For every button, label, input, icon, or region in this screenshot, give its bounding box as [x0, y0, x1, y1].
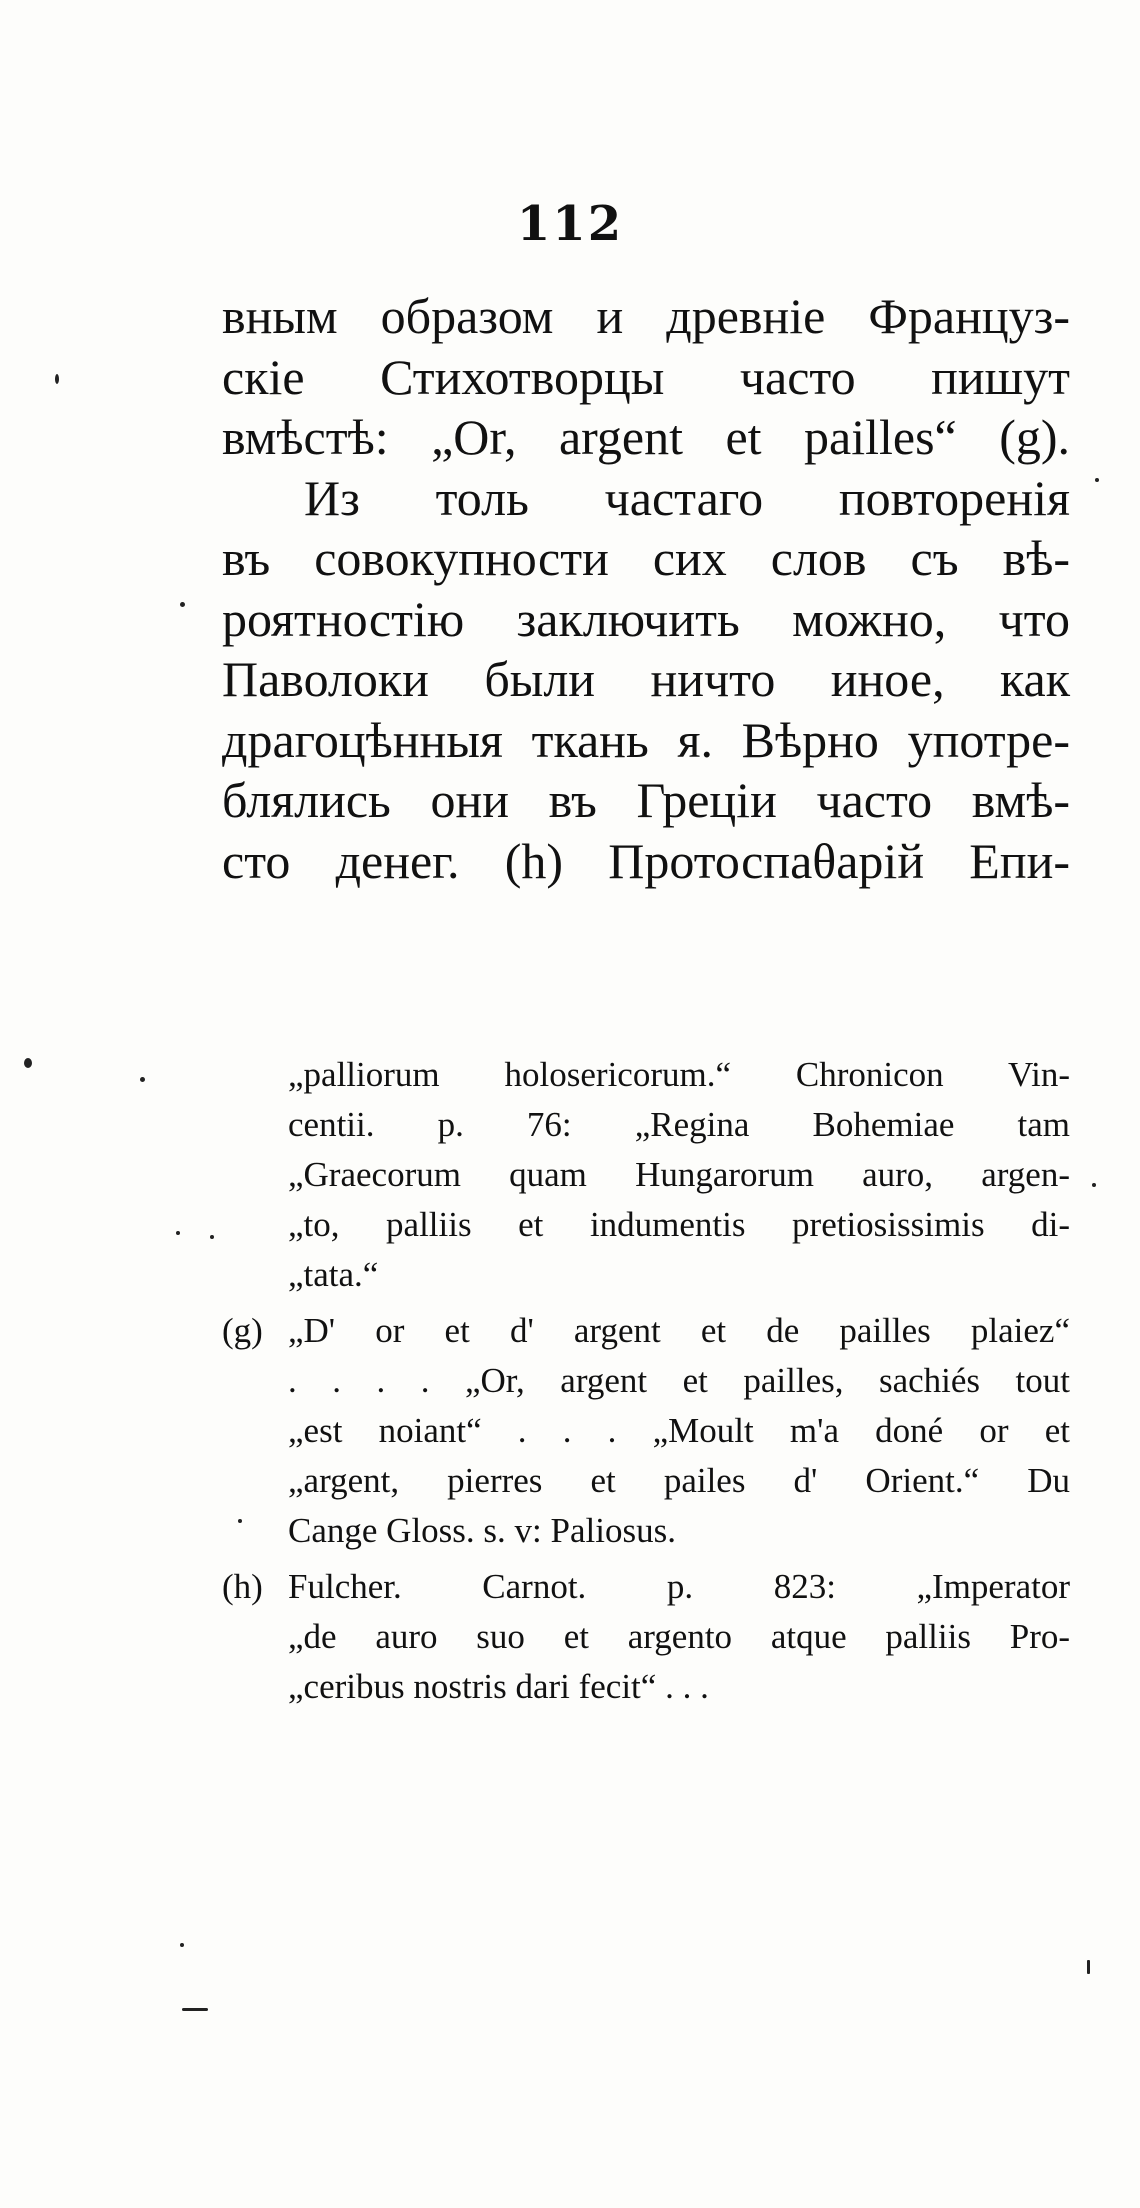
main-text-line: роятностію заключить можно, что — [222, 590, 1070, 647]
footnote-h — [222, 1562, 1070, 1712]
main-text-line: въ совокупности сих слов съ вѣ- — [222, 530, 1070, 586]
main-text-line: драгоцѣнныя ткань я. Вѣрно употре- — [222, 711, 1070, 768]
footnote-marker: (h) — [222, 1567, 263, 1606]
scan-speck — [24, 1058, 32, 1068]
main-text-line: сто денег. (h) Протоспаθарій Епи- — [222, 832, 1070, 889]
footnote-line: „ceribus nostris dari fecit“ . . . — [288, 1667, 709, 1706]
footnote-line: „est noiant“ . . . „Moult m'a doné or et — [288, 1411, 1070, 1450]
footnote-line: „argent, pierres et pailes d' Orient.“ Du — [288, 1461, 1070, 1500]
main-text — [222, 286, 1070, 891]
footnote-line: „tata.“ — [288, 1255, 379, 1294]
footnote-line: „D' or et d' argent et de pailles plaiez“ — [288, 1311, 1070, 1350]
scan-speck — [182, 2008, 208, 2011]
scan-speck — [180, 1943, 184, 1947]
footnotes — [222, 1050, 1070, 1718]
scan-speck — [1092, 1183, 1096, 1187]
scan-speck — [238, 1519, 242, 1523]
footnote-line: Fulcher. Carnot. p. 823: „Imperator — [288, 1567, 1070, 1606]
scan-speck — [55, 374, 59, 384]
scan-speck — [176, 1231, 180, 1235]
footnote-line: centii. p. 76: „Regina Bohemiae tam — [288, 1105, 1070, 1144]
footnote-continuation — [222, 1050, 1070, 1300]
footnote-line: . . . . „Or, argent et pailles, sachiés tout — [288, 1361, 1070, 1400]
main-text-line: Паволоки были ничто иное, как — [222, 651, 1070, 707]
footnote-line: „Graecorum quam Hungarorum auro, argen- — [288, 1155, 1070, 1194]
footnote-marker: (g) — [222, 1311, 263, 1350]
main-text-line: вмѣстѣ: „Or, argent et pailles“ (g). — [222, 409, 1070, 465]
footnote-line: Cange Gloss. s. v: Paliosus. — [288, 1511, 676, 1550]
main-text-line: Из толь частаго повторенія — [304, 469, 1070, 526]
footnote-line: „de auro suo et argento atque palliis Pro- — [288, 1617, 1070, 1656]
scan-speck — [1087, 1960, 1090, 1974]
scan-speck — [180, 602, 185, 607]
footnote-line: „palliorum holosericorum.“ Chronicon Vin- — [288, 1055, 1070, 1094]
main-text-line: блялись они въ Греціи часто вмѣ- — [222, 772, 1070, 828]
scan-speck — [140, 1077, 145, 1082]
footnote-g — [222, 1306, 1070, 1556]
main-text-line: вным образом и древніе Француз- — [222, 288, 1070, 344]
scan-speck — [210, 1235, 214, 1239]
footnote-line: „to, palliis et indumentis pretiosissimis di- — [288, 1205, 1070, 1244]
main-text-line: скіе Стихотворцы часто пишут — [222, 348, 1070, 405]
page-number: 112 — [516, 196, 624, 252]
scan-speck — [1095, 478, 1099, 482]
